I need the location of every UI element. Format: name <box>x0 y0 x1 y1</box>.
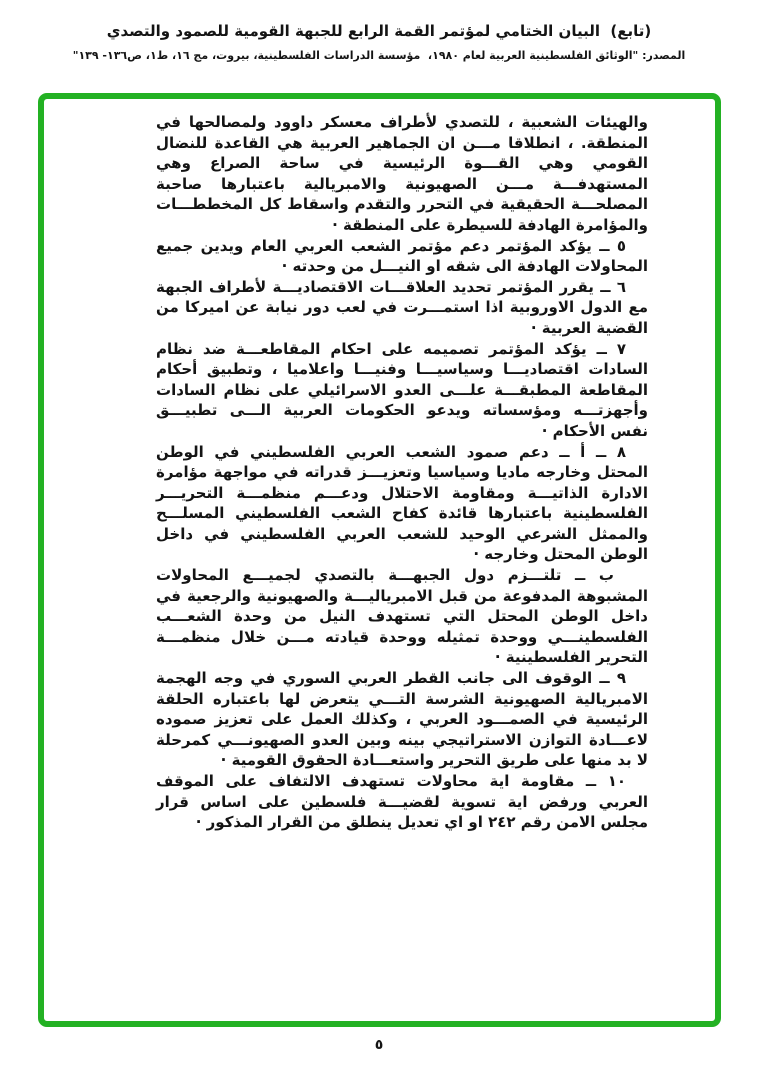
paragraph-continuation: والهيئات الشعبية ، للتصدي لأطراف معسكر داوود ولمصالحها في المنطقة. ، انطلاقا مـــن ان الجماهير العربية هي القاعدة للنضال القومي وهي القـــوة الرئيسية في ساحة الصراع وهي المستهدفـــة مـــن الصهيونية والامبريالية باعتبارها صاحبة المصلحـــة الحقيقية في التحرر والتقدم واسقاط كل المخططـــات والمؤامرة الهادفة للسيطرة على المنطقة · <box>156 113 648 234</box>
paragraph-item-5: ٥ ــ يؤكد المؤتمر دعم مؤتمر الشعب العربي العام ويدين جميع المحاولات الهادفة الى شقه او النيـــل من وحدته · <box>156 236 648 276</box>
page-number: ٥ <box>374 1037 384 1053</box>
document-body <box>156 112 648 833</box>
paragraph-item-6: ٦ ــ يقرر المؤتمر تحديد العلاقـــات الاقتصاديـــة لأطراف الجبهة مع الدول الاوروبية اذا استمـــرت في لعب دور نيابة عن اميركا من القضية العربية · <box>156 277 648 337</box>
document-title: (تابع) البيان الختامي لمؤتمر القمة الرابع للجبهة القومية للصمود والتصدي <box>106 22 652 40</box>
paragraph-item-9: ٩ ــ الوقوف الى جانب القطر العربي السوري في وجه الهجمة الامبريالية الصهيونية الشرسة التـــي يتعرض لها باعتباره الحلقة الرئيسية في الصمـــود العربي ، وكذلك العمل على تعزيز صموده لاعـــادة التوازن الاستراتيجي بينه وبين العدو الصهيونـــي كمرحلة لا بد منها على طريق التحرير واستعـــادة الحقوق القومية · <box>156 669 648 770</box>
page-header <box>0 22 758 62</box>
paragraph-item-7: ٧ ــ يؤكد المؤتمر تصميمه على احكام المقاطعـــة ضد نظام السادات اقتصاديـــا وسياسيـــا وفنيـــا واعلاميا ، وتطبيق أحكام المقاطعة المطبقـــة علـــى العدو الاسرائيلي على نظام السادات وأجهزتـــه ومؤسساته ويدعو الحكومات العربية الـــى تطبيـــق نفس الأحكام · <box>156 339 648 440</box>
paragraph-item-10: ١٠ ــ مقاومة اية محاولات تستهدف الالتفاف على الموقف العربي ورفض اية تسوية لقضيـــة فلسطين على اساس قرار مجلس الامن رقم ٢٤٢ او اي تعديل ينطلق من القرار المذكور · <box>156 772 648 832</box>
paragraph-item-8b: ب ــ تلتـــزم دول الجبهـــة بالتصدي لجميـــع المحاولات المشبوهة المدفوعة من قبل الامبرياليـــة والصهيونية والرجعية في داخل الوطن المحتل التي تستهدف النيل من وحدة الشعـــب الفلسطينـــي ووحدة تمثيله ووحدة قيادته مـــن خلال منظمـــة التحرير الفلسطينية · <box>156 566 648 667</box>
paragraph-item-8a: ٨ ــ أ ــ دعم صمود الشعب العربي الفلسطيني في الوطن المحتل وخارجه ماديا وسياسيا وتعزيـــز قدراته في مواجهة مؤامرة الادارة الذاتيـــة ومقاومة الاحتلال ودعـــم منظمـــة التحريـــر الفلسطينية باعتبارها قائدة كفاح الشعب الفلسطيني المسلـــح والممثل الشرعي الوحيد للشعب العربي الفلسطيني في داخل الوطن المحتل وخارجه · <box>156 442 648 564</box>
source-citation-line: المصدر: "الوثائق الفلسطينية العربية لعام ١٩٨٠، مؤسسة الدراسات الفلسطينية، بيروت، مج ١٦، ط١، ص١٣٦- ١٣٩" <box>72 49 686 62</box>
